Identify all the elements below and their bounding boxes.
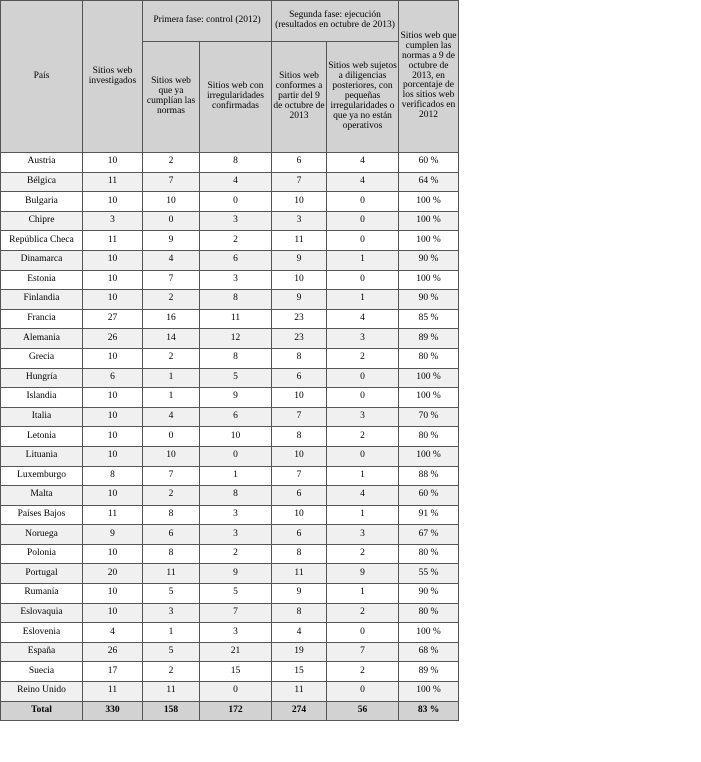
- irregularidades-cell: 2: [200, 544, 272, 564]
- cumplian-cell: 7: [143, 270, 200, 290]
- porcentaje-cell: 60 %: [399, 153, 459, 173]
- table-header: [1, 1, 459, 153]
- investigados-cell: 11: [83, 172, 143, 192]
- irregularidades-cell: 10: [200, 427, 272, 447]
- conformes-cell: 6: [272, 486, 327, 506]
- cumplian-cell: 16: [143, 309, 200, 329]
- porcentaje-cell: 67 %: [399, 525, 459, 545]
- diligencias-cell: 0: [327, 388, 399, 408]
- country-cell: Letonia: [1, 427, 83, 447]
- cumplian-cell: 0: [143, 427, 200, 447]
- conformes-cell: 6: [272, 153, 327, 173]
- country-cell: Malta: [1, 486, 83, 506]
- table-row: [1, 231, 459, 251]
- country-cell: Noruega: [1, 525, 83, 545]
- conformes-cell: 9: [272, 250, 327, 270]
- cumplian-cell: 11: [143, 564, 200, 584]
- country-cell: Bulgaria: [1, 192, 83, 212]
- table-row: [1, 407, 459, 427]
- cumplian-cell: 3: [143, 603, 200, 623]
- diligencias-cell: 1: [327, 584, 399, 604]
- conformes-cell: 7: [272, 172, 327, 192]
- country-cell: Alemania: [1, 329, 83, 349]
- conformes-cell: 4: [272, 623, 327, 643]
- porcentaje-cell: 60 %: [399, 486, 459, 506]
- country-cell: Portugal: [1, 564, 83, 584]
- porcentaje-cell: 80 %: [399, 348, 459, 368]
- cumplian-cell: 2: [143, 348, 200, 368]
- country-cell: Grecia: [1, 348, 83, 368]
- diligencias-cell: 2: [327, 603, 399, 623]
- conformes-cell: 9: [272, 290, 327, 310]
- cumplian-cell: 2: [143, 290, 200, 310]
- investigados-cell: 10: [83, 290, 143, 310]
- diligencias-cell: 2: [327, 662, 399, 682]
- country-cell: Italia: [1, 407, 83, 427]
- table-row: [1, 329, 459, 349]
- header-fase2-conformes: Sitios web conformes a partir del 9 de octubre de 2013: [272, 42, 327, 153]
- investigados-cell: 10: [83, 250, 143, 270]
- country-cell: Eslovenia: [1, 623, 83, 643]
- cumplian-cell: 7: [143, 172, 200, 192]
- porcentaje-cell: 55 %: [399, 564, 459, 584]
- conformes-cell: 11: [272, 564, 327, 584]
- investigados-cell: 10: [83, 348, 143, 368]
- porcentaje-cell: 100 %: [399, 388, 459, 408]
- diligencias-cell: 1: [327, 466, 399, 486]
- porcentaje-cell: 80 %: [399, 603, 459, 623]
- country-cell: Rumanía: [1, 584, 83, 604]
- irregularidades-cell: 15: [200, 662, 272, 682]
- porcentaje-cell: 85 %: [399, 309, 459, 329]
- porcentaje-cell: 100 %: [399, 211, 459, 231]
- total-investigados: 330: [83, 701, 143, 720]
- country-cell: Reino Unido: [1, 682, 83, 702]
- diligencias-cell: 3: [327, 407, 399, 427]
- irregularidades-cell: 3: [200, 623, 272, 643]
- cumplian-cell: 1: [143, 368, 200, 388]
- country-cell: Dinamarca: [1, 250, 83, 270]
- country-cell: Eslovaquia: [1, 603, 83, 623]
- table-row: [1, 544, 459, 564]
- header-porcentaje: Sitios web que cumplen las normas a 9 de octubre de 2013, en porcentaje de los sitios web verificados en 2012: [399, 1, 459, 153]
- total-diligencias: 56: [327, 701, 399, 720]
- cumplian-cell: 8: [143, 505, 200, 525]
- total-porcentaje: 83 %: [399, 701, 459, 720]
- country-cell: Hungría: [1, 368, 83, 388]
- porcentaje-cell: 100 %: [399, 682, 459, 702]
- investigados-cell: 11: [83, 682, 143, 702]
- conformes-cell: 10: [272, 270, 327, 290]
- table-row: [1, 584, 459, 604]
- irregularidades-cell: 3: [200, 505, 272, 525]
- table-row: [1, 348, 459, 368]
- porcentaje-cell: 90 %: [399, 250, 459, 270]
- irregularidades-cell: 21: [200, 642, 272, 662]
- porcentaje-cell: 88 %: [399, 466, 459, 486]
- porcentaje-cell: 100 %: [399, 270, 459, 290]
- porcentaje-cell: 68 %: [399, 642, 459, 662]
- porcentaje-cell: 91 %: [399, 505, 459, 525]
- total-cumplian: 158: [143, 701, 200, 720]
- cumplian-cell: 7: [143, 466, 200, 486]
- conformes-cell: 11: [272, 231, 327, 251]
- investigados-cell: 26: [83, 329, 143, 349]
- cumplian-cell: 8: [143, 544, 200, 564]
- diligencias-cell: 9: [327, 564, 399, 584]
- conformes-cell: 10: [272, 505, 327, 525]
- cumplian-cell: 9: [143, 231, 200, 251]
- conformes-cell: 23: [272, 309, 327, 329]
- investigados-cell: 10: [83, 427, 143, 447]
- cumplian-cell: 6: [143, 525, 200, 545]
- diligencias-cell: 0: [327, 192, 399, 212]
- conformes-cell: 10: [272, 446, 327, 466]
- investigados-cell: 20: [83, 564, 143, 584]
- conformes-cell: 10: [272, 192, 327, 212]
- irregularidades-cell: 9: [200, 564, 272, 584]
- diligencias-cell: 0: [327, 368, 399, 388]
- table-row: [1, 505, 459, 525]
- table-row: [1, 623, 459, 643]
- porcentaje-cell: 80 %: [399, 544, 459, 564]
- investigados-cell: 10: [83, 270, 143, 290]
- diligencias-cell: 0: [327, 682, 399, 702]
- conformes-cell: 6: [272, 525, 327, 545]
- diligencias-cell: 4: [327, 172, 399, 192]
- header-fase2-diligencias: Sitios web sujetos a diligencias posteriores, con pequeñas irregularidades o que ya no están operativos: [327, 42, 399, 153]
- cumplian-cell: 2: [143, 153, 200, 173]
- table-row: [1, 172, 459, 192]
- header-fase2: Segunda fase: ejecución (resultados en octubre de 2013): [272, 1, 399, 42]
- diligencias-cell: 2: [327, 544, 399, 564]
- table-row: [1, 250, 459, 270]
- cumplian-cell: 0: [143, 211, 200, 231]
- table-row: [1, 368, 459, 388]
- porcentaje-cell: 90 %: [399, 290, 459, 310]
- irregularidades-cell: 12: [200, 329, 272, 349]
- cumplian-cell: 4: [143, 250, 200, 270]
- table-row: [1, 211, 459, 231]
- investigados-cell: 10: [83, 407, 143, 427]
- conformes-cell: 15: [272, 662, 327, 682]
- table-row: [1, 564, 459, 584]
- diligencias-cell: 0: [327, 446, 399, 466]
- country-cell: Suecia: [1, 662, 83, 682]
- diligencias-cell: 1: [327, 250, 399, 270]
- irregularidades-cell: 8: [200, 348, 272, 368]
- table-row: [1, 642, 459, 662]
- investigados-cell: 8: [83, 466, 143, 486]
- irregularidades-cell: 8: [200, 486, 272, 506]
- diligencias-cell: 3: [327, 525, 399, 545]
- total-row: [1, 701, 459, 720]
- total-label: Total: [1, 701, 83, 720]
- investigados-cell: 10: [83, 388, 143, 408]
- irregularidades-cell: 11: [200, 309, 272, 329]
- country-cell: Finlandia: [1, 290, 83, 310]
- country-cell: Bélgica: [1, 172, 83, 192]
- investigados-cell: 26: [83, 642, 143, 662]
- irregularidades-cell: 1: [200, 466, 272, 486]
- investigados-cell: 9: [83, 525, 143, 545]
- irregularidades-cell: 2: [200, 231, 272, 251]
- cumplian-cell: 2: [143, 486, 200, 506]
- cumplian-cell: 14: [143, 329, 200, 349]
- irregularidades-cell: 8: [200, 153, 272, 173]
- table-body: [1, 153, 459, 702]
- country-cell: Países Bajos: [1, 505, 83, 525]
- investigados-cell: 27: [83, 309, 143, 329]
- country-cell: Austria: [1, 153, 83, 173]
- country-cell: Estonia: [1, 270, 83, 290]
- conformes-cell: 3: [272, 211, 327, 231]
- table-row: [1, 309, 459, 329]
- investigados-cell: 3: [83, 211, 143, 231]
- table-row: [1, 192, 459, 212]
- diligencias-cell: 2: [327, 427, 399, 447]
- conformes-cell: 7: [272, 466, 327, 486]
- investigados-cell: 10: [83, 544, 143, 564]
- cumplian-cell: 4: [143, 407, 200, 427]
- table-row: [1, 682, 459, 702]
- table-row: [1, 270, 459, 290]
- country-cell: República Checa: [1, 231, 83, 251]
- conformes-cell: 6: [272, 368, 327, 388]
- investigados-cell: 11: [83, 231, 143, 251]
- conformes-cell: 9: [272, 584, 327, 604]
- header-fase1-irregularidades: Sitios web con irregularidades confirmadas: [200, 42, 272, 153]
- diligencias-cell: 1: [327, 505, 399, 525]
- country-cell: Francia: [1, 309, 83, 329]
- investigados-cell: 10: [83, 153, 143, 173]
- cumplian-cell: 11: [143, 682, 200, 702]
- conformes-cell: 8: [272, 544, 327, 564]
- cumplian-cell: 5: [143, 642, 200, 662]
- irregularidades-cell: 9: [200, 388, 272, 408]
- investigados-cell: 10: [83, 603, 143, 623]
- irregularidades-cell: 4: [200, 172, 272, 192]
- table-row: [1, 486, 459, 506]
- diligencias-cell: 0: [327, 270, 399, 290]
- irregularidades-cell: 3: [200, 211, 272, 231]
- porcentaje-cell: 100 %: [399, 192, 459, 212]
- diligencias-cell: 4: [327, 309, 399, 329]
- investigados-cell: 10: [83, 192, 143, 212]
- cumplian-cell: 5: [143, 584, 200, 604]
- diligencias-cell: 0: [327, 211, 399, 231]
- porcentaje-cell: 100 %: [399, 623, 459, 643]
- conformes-cell: 8: [272, 603, 327, 623]
- country-cell: Chipre: [1, 211, 83, 231]
- porcentaje-cell: 89 %: [399, 662, 459, 682]
- conformes-cell: 8: [272, 427, 327, 447]
- irregularidades-cell: 5: [200, 584, 272, 604]
- header-pais: País: [1, 1, 83, 153]
- diligencias-cell: 0: [327, 623, 399, 643]
- country-cell: Luxemburgo: [1, 466, 83, 486]
- table-row: [1, 153, 459, 173]
- irregularidades-cell: 5: [200, 368, 272, 388]
- conformes-cell: 23: [272, 329, 327, 349]
- cumplian-cell: 10: [143, 446, 200, 466]
- country-cell: España: [1, 642, 83, 662]
- table-row: [1, 290, 459, 310]
- porcentaje-cell: 100 %: [399, 368, 459, 388]
- conformes-cell: 19: [272, 642, 327, 662]
- diligencias-cell: 0: [327, 231, 399, 251]
- table-row: [1, 603, 459, 623]
- table-row: [1, 427, 459, 447]
- investigados-cell: 4: [83, 623, 143, 643]
- conformes-cell: 7: [272, 407, 327, 427]
- header-fase1-cumplian: Sitios web que ya cumplían las normas: [143, 42, 200, 153]
- investigados-cell: 10: [83, 584, 143, 604]
- header-investigados: Sitios web investigados: [83, 1, 143, 153]
- table-row: [1, 446, 459, 466]
- porcentaje-cell: 89 %: [399, 329, 459, 349]
- investigados-cell: 10: [83, 486, 143, 506]
- porcentaje-cell: 70 %: [399, 407, 459, 427]
- cumplian-cell: 2: [143, 662, 200, 682]
- diligencias-cell: 7: [327, 642, 399, 662]
- irregularidades-cell: 8: [200, 290, 272, 310]
- table-footer: [1, 701, 459, 720]
- porcentaje-cell: 90 %: [399, 584, 459, 604]
- table-row: [1, 388, 459, 408]
- cumplian-cell: 1: [143, 388, 200, 408]
- diligencias-cell: 1: [327, 290, 399, 310]
- diligencias-cell: 3: [327, 329, 399, 349]
- conformes-cell: 8: [272, 348, 327, 368]
- total-conformes: 274: [272, 701, 327, 720]
- total-irregularidades: 172: [200, 701, 272, 720]
- irregularidades-cell: 6: [200, 250, 272, 270]
- irregularidades-cell: 0: [200, 682, 272, 702]
- country-cell: Polonia: [1, 544, 83, 564]
- porcentaje-cell: 80 %: [399, 427, 459, 447]
- porcentaje-cell: 64 %: [399, 172, 459, 192]
- table-row: [1, 662, 459, 682]
- irregularidades-cell: 6: [200, 407, 272, 427]
- country-cell: Islandia: [1, 388, 83, 408]
- header-fase1: Primera fase: control (2012): [143, 1, 272, 42]
- porcentaje-cell: 100 %: [399, 446, 459, 466]
- irregularidades-cell: 3: [200, 270, 272, 290]
- conformes-cell: 11: [272, 682, 327, 702]
- cumplian-cell: 10: [143, 192, 200, 212]
- porcentaje-cell: 100 %: [399, 231, 459, 251]
- irregularidades-cell: 0: [200, 446, 272, 466]
- table-row: [1, 525, 459, 545]
- cumplian-cell: 1: [143, 623, 200, 643]
- diligencias-cell: 2: [327, 348, 399, 368]
- diligencias-cell: 4: [327, 153, 399, 173]
- diligencias-cell: 4: [327, 486, 399, 506]
- investigados-cell: 10: [83, 446, 143, 466]
- investigados-cell: 17: [83, 662, 143, 682]
- investigados-cell: 6: [83, 368, 143, 388]
- irregularidades-cell: 3: [200, 525, 272, 545]
- irregularidades-cell: 0: [200, 192, 272, 212]
- country-cell: Lituania: [1, 446, 83, 466]
- irregularidades-cell: 7: [200, 603, 272, 623]
- table-row: [1, 466, 459, 486]
- investigados-cell: 11: [83, 505, 143, 525]
- conformes-cell: 10: [272, 388, 327, 408]
